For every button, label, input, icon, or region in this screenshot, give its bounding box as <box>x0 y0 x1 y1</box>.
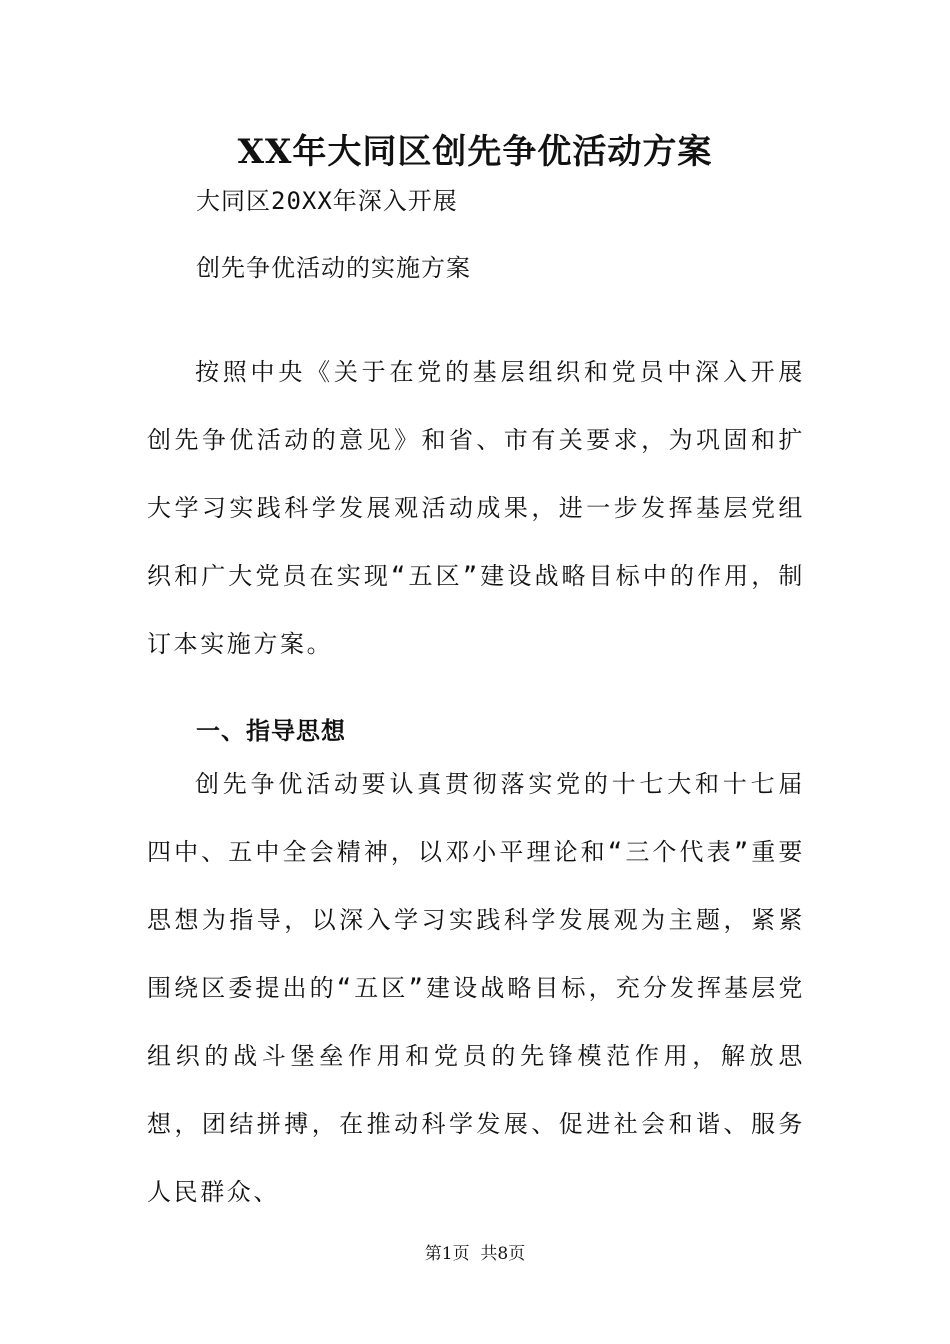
section-heading-guiding-thought: 一、指导思想 <box>196 717 346 745</box>
body-paragraph-1: 按照中央《关于在党的基层组织和党员中深入开展创先争优活动的意见》和省、市有关要求，为巩固和扩大学习实践科学发展观活动成果，进一步发挥基层党组织和广大党员在实现“五区”建设战略目标中的作用，制订本实施方案。 <box>147 358 805 658</box>
subtitle-line-1: 大同区20XX年深入开展 <box>196 187 458 215</box>
page-footer: 第1页 共8页 <box>424 1244 526 1264</box>
subtitle-line-2: 创先争优活动的实施方案 <box>196 254 471 282</box>
body-paragraph-2: 创先争优活动要认真贯彻落实党的十七大和十七届四中、五中全会精神，以邓小平理论和“三个代表”重要思想为指导，以深入学习实践科学发展观为主题，紧紧围绕区委提出的“五区”建设战略目标，充分发挥基层党组织的战斗堡垒作用和党员的先锋模范作用，解放思想，团结拼搏，在推动科学发展、促进社会和谐、服务人民群众、 <box>147 770 805 1206</box>
document-title: XX年大同区创先争优活动方案 <box>237 132 713 172</box>
